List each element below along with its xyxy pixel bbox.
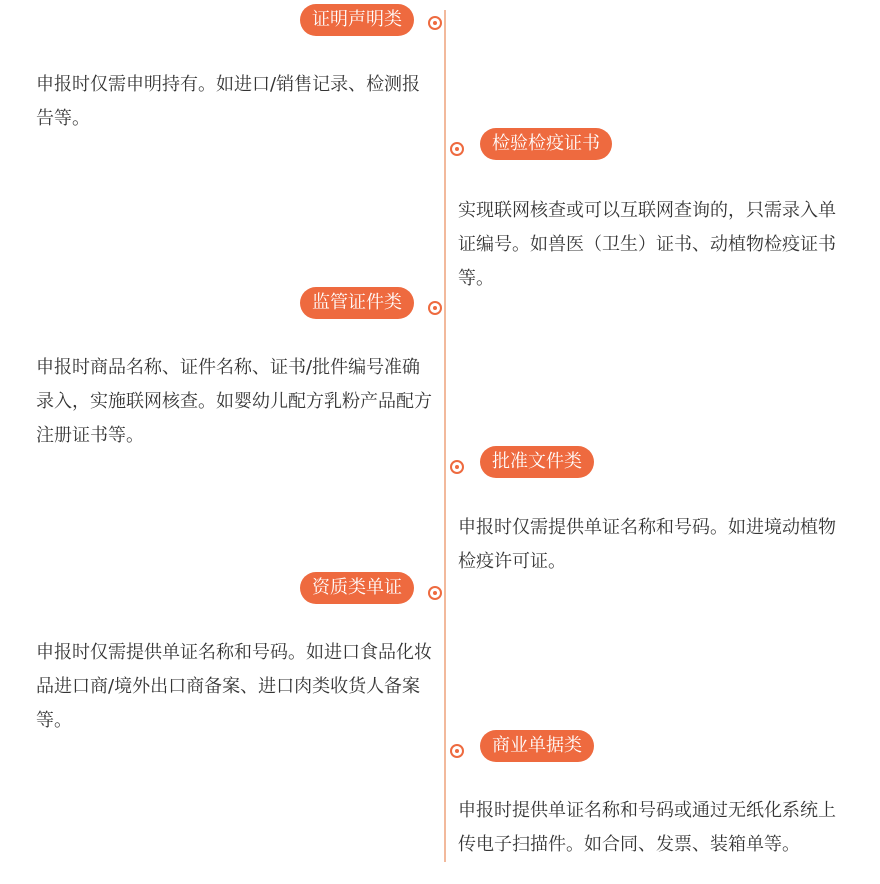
timeline-dot bbox=[428, 586, 442, 600]
timeline-dot bbox=[450, 744, 464, 758]
category-tag: 证明声明类 bbox=[300, 4, 414, 36]
timeline-dot bbox=[428, 301, 442, 315]
timeline-dot bbox=[450, 460, 464, 474]
category-description: 申报时商品名称、证件名称、证书/批件编号准确录入，实施联网核查。如婴幼儿配方乳粉产品配方注册证书等。 bbox=[36, 357, 432, 446]
category-description: 实现联网核查或可以互联网查询的，只需录入单证编号。如兽医（卫生）证书、动植物检疫证书等。 bbox=[458, 200, 836, 289]
category-tag: 批准文件类 bbox=[480, 446, 594, 478]
category-tag: 资质类单证 bbox=[300, 572, 414, 604]
timeline-line bbox=[444, 10, 446, 862]
category-tag: 监管证件类 bbox=[300, 287, 414, 319]
category-tag: 商业单据类 bbox=[480, 730, 594, 762]
category-description: 申报时仅需申明持有。如进口/销售记录、检测报告等。 bbox=[36, 74, 421, 129]
timeline-dot bbox=[450, 142, 464, 156]
timeline-dot bbox=[428, 16, 442, 30]
category-description: 申报时提供单证名称和号码或通过无纸化系统上传电子扫描件。如合同、发票、装箱单等。 bbox=[458, 800, 836, 855]
category-description: 申报时仅需提供单证名称和号码。如进境动植物检疫许可证。 bbox=[458, 517, 836, 572]
category-description: 申报时仅需提供单证名称和号码。如进口食品化妆品进口商/境外出口商备案、进口肉类收货人备案等。 bbox=[36, 642, 432, 731]
category-tag: 检验检疫证书 bbox=[480, 128, 612, 160]
